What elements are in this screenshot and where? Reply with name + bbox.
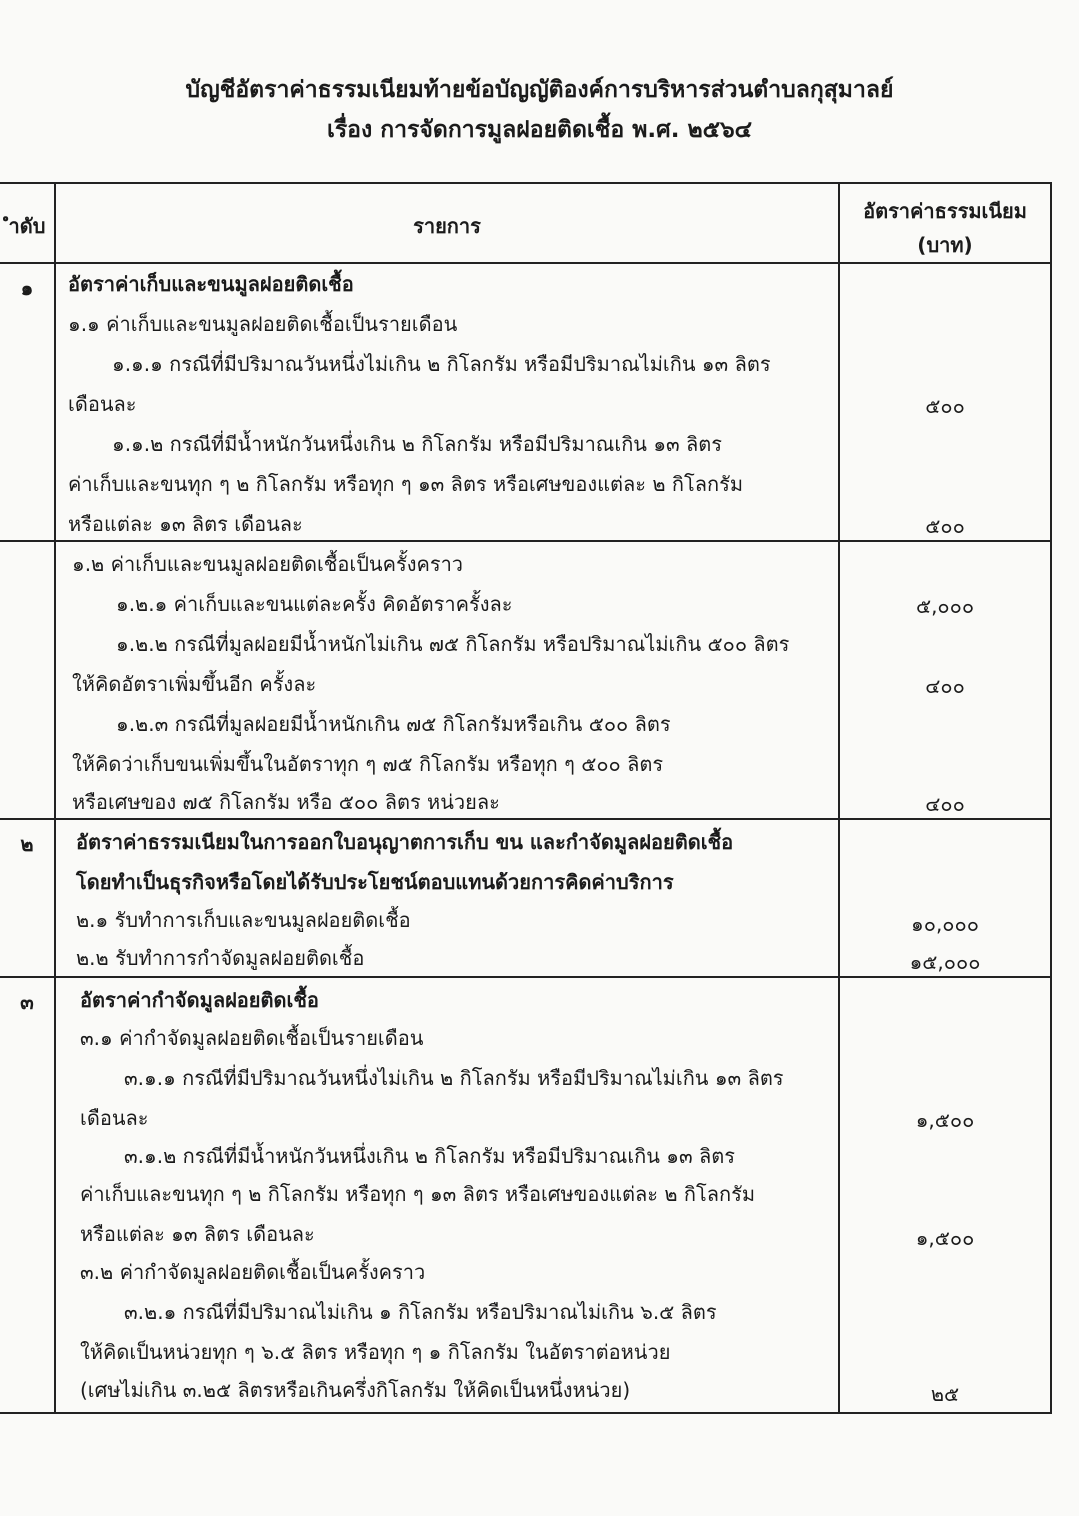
item-line: ๑.๑.๒ กรณีที่มีน้ำหนักวันหนึ่งเกิน ๒ กิโลกรัม หรือมีปริมาณเกิน ๑๓ ลิตร [112, 432, 723, 456]
fee-value: ๑,๕๐๐ [915, 1108, 975, 1132]
item-line: ๑.๑.๑ กรณีที่มีปริมาณวันหนึ่งไม่เกิน ๒ กิโลกรัม หรือมีปริมาณไม่เกิน ๑๓ ลิตร [112, 352, 771, 376]
fee-value: ๔๐๐ [925, 792, 965, 816]
fee-value: ๒๕ [930, 1382, 960, 1406]
item-line: ให้คิดว่าเก็บขนเพิ่มขึ้นในอัตราทุก ๆ ๗๕ กิโลกรัม หรือทุก ๆ ๕๐๐ ลิตร [72, 752, 664, 776]
title-line-2: เรื่อง การจัดการมูลฝอยติดเชื้อ พ.ศ. ๒๕๖๔ [326, 117, 753, 143]
item-line: ๑.๒.๑ ค่าเก็บและขนแต่ละครั้ง คิดอัตราครั้งละ [116, 592, 513, 616]
item-line: หรือเศษของ ๗๕ กิโลกรัม หรือ ๕๐๐ ลิตร หน่วยละ [72, 790, 500, 814]
column-divider [54, 184, 56, 1412]
item-line: ๒.๒ รับทำการกำจัดมูลฝอยติดเชื้อ [76, 946, 365, 970]
item-line: เดือนละ [68, 392, 137, 416]
section-1-heading: อัตราค่าเก็บและขนมูลฝอยติดเชื้อ [68, 272, 354, 296]
title-line-1: บัญชีอัตราค่าธรรมเนียมท้ายข้อบัญญัติองค์การบริหารส่วนตำบลกุสุมาลย์ [185, 77, 894, 103]
header-fee-line2: (บาท) [917, 233, 973, 257]
item-line: ๑.๒ ค่าเก็บและขนมูลฝอยติดเชื้อเป็นครั้งคราว [72, 552, 464, 576]
fee-value: ๕๐๐ [925, 514, 965, 538]
item-line: ๑.๒.๓ กรณีที่มูลฝอยมีน้ำหนักเกิน ๗๕ กิโลกรัมหรือเกิน ๕๐๐ ลิตร [116, 712, 671, 736]
seq-3: ๓ [20, 990, 34, 1014]
document-title [0, 70, 1079, 150]
section-2-heading-cont: โดยทำเป็นธุรกิจหรือโดยได้รับประโยชน์ตอบแทนด้วยการคิดค่าบริการ [76, 870, 674, 894]
item-line: ๑.๑ ค่าเก็บและขนมูลฝอยติดเชื้อเป็นรายเดือน [68, 312, 458, 336]
row-divider [0, 818, 1050, 820]
row-divider [0, 262, 1050, 264]
item-line: ๓.๒.๑ กรณีที่มีปริมาณไม่เกิน ๑ กิโลกรัม หรือปริมาณไม่เกิน ๖.๕ ลิตร [124, 1300, 717, 1324]
fee-table [0, 182, 1052, 1414]
item-line: ค่าเก็บและขนทุก ๆ ๒ กิโลกรัม หรือทุก ๆ ๑๓ ลิตร หรือเศษของแต่ละ ๒ กิโลกรัม [80, 1182, 756, 1206]
header-fee-line1: อัตราค่าธรรมเนียม [863, 199, 1027, 223]
section-2-heading: อัตราค่าธรรมเนียมในการออกใบอนุญาตการเก็บ ขน และกำจัดมูลฝอยติดเชื้อ [76, 830, 734, 854]
item-line: เดือนละ [80, 1106, 149, 1130]
item-line: หรือแต่ละ ๑๓ ลิตร เดือนละ [80, 1222, 315, 1246]
fee-value: ๑๐,๐๐๐ [911, 912, 979, 936]
item-line: หรือแต่ละ ๑๓ ลิตร เดือนละ [68, 512, 303, 536]
item-line: ๓.๑.๒ กรณีที่มีน้ำหนักวันหนึ่งเกิน ๒ กิโลกรัม หรือมีปริมาณเกิน ๑๓ ลิตร [124, 1144, 736, 1168]
fee-value: ๔๐๐ [925, 674, 965, 698]
fee-value: ๕,๐๐๐ [915, 594, 975, 618]
fee-value: ๑,๕๐๐ [915, 1226, 975, 1250]
seq-1: ๑ [20, 276, 34, 300]
item-line: ๓.๑ ค่ากำจัดมูลฝอยติดเชื้อเป็นรายเดือน [80, 1026, 424, 1050]
item-line: ๓.๑.๑ กรณีที่มีปริมาณวันหนึ่งไม่เกิน ๒ กิโลกรัม หรือมีปริมาณไม่เกิน ๑๓ ลิตร [124, 1066, 784, 1090]
row-divider [0, 976, 1050, 978]
row-divider [0, 540, 1050, 542]
header-seq: ำดับ [8, 214, 46, 238]
item-line: (เศษไม่เกิน ๓.๒๕ ลิตรหรือเกินครึ่งกิโลกรัม ให้คิดเป็นหนึ่งหน่วย) [80, 1378, 631, 1402]
item-line: ให้คิดเป็นหน่วยทุก ๆ ๖.๕ ลิตร หรือทุก ๆ ๑ กิโลกรัม ในอัตราต่อหน่วย [80, 1340, 671, 1364]
fee-value: ๕๐๐ [925, 394, 965, 418]
fee-value: ๑๕,๐๐๐ [909, 950, 981, 974]
header-fee [840, 194, 1050, 262]
item-line: ให้คิดอัตราเพิ่มขึ้นอีก ครั้งละ [72, 672, 317, 696]
header-item: รายการ [413, 214, 481, 238]
section-3-heading: อัตราค่ากำจัดมูลฝอยติดเชื้อ [80, 988, 319, 1012]
seq-2: ๒ [20, 832, 34, 856]
item-line: ๓.๒ ค่ากำจัดมูลฝอยติดเชื้อเป็นครั้งคราว [80, 1260, 426, 1284]
item-line: ๑.๒.๒ กรณีที่มูลฝอยมีน้ำหนักไม่เกิน ๗๕ กิโลกรัม หรือปริมาณไม่เกิน ๕๐๐ ลิตร [116, 632, 790, 656]
item-line: ค่าเก็บและขนทุก ๆ ๒ กิโลกรัม หรือทุก ๆ ๑๓ ลิตร หรือเศษของแต่ละ ๒ กิโลกรัม [68, 472, 744, 496]
item-line: ๒.๑ รับทำการเก็บและขนมูลฝอยติดเชื้อ [76, 908, 411, 932]
